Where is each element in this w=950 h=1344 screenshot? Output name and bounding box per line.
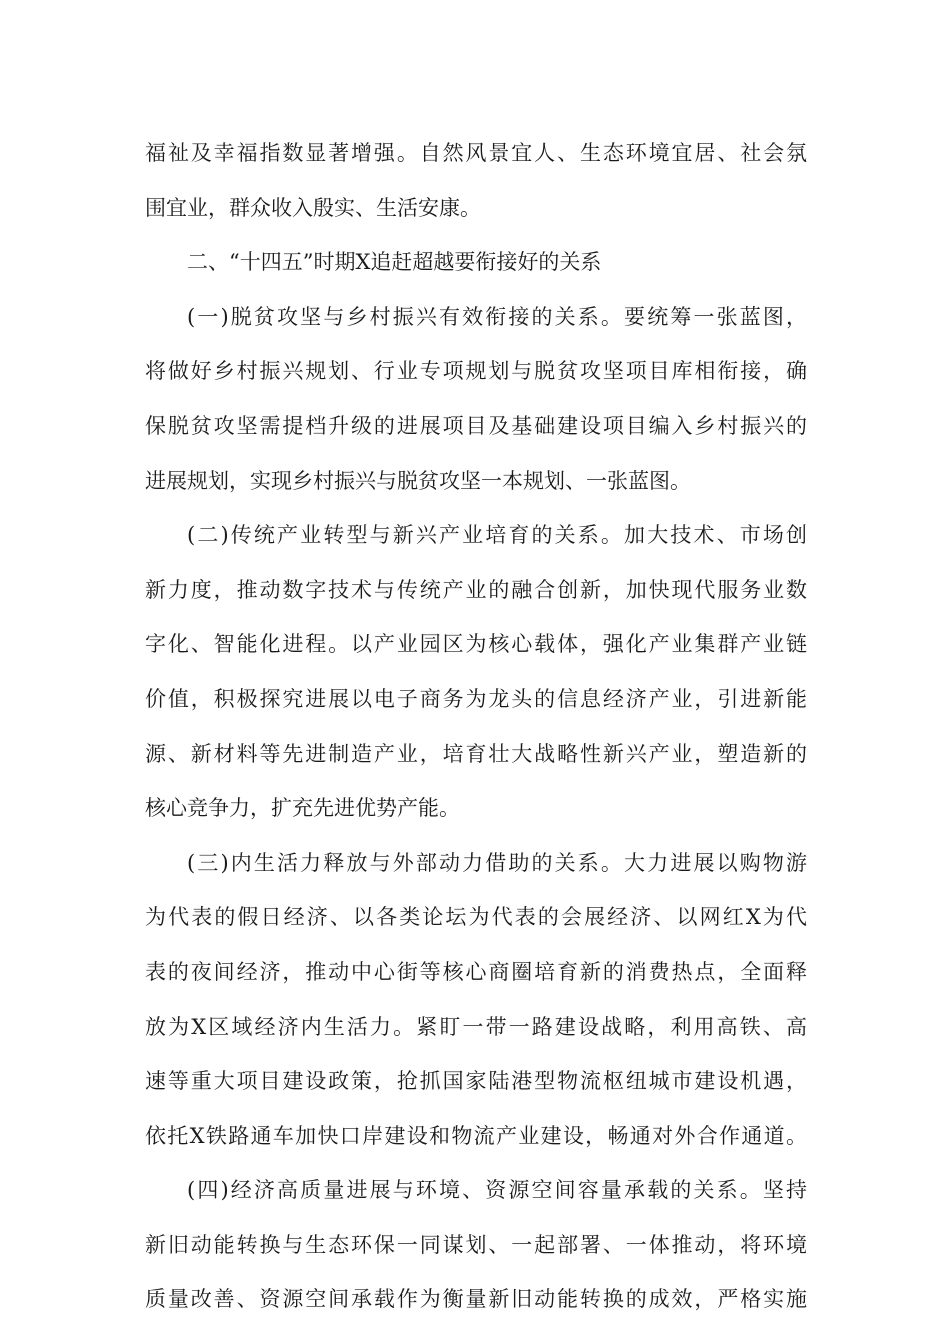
text-line: 福祉及幸福指数显著增强。自然风景宜人、生态环境宜居、社会氛 [145, 141, 807, 165]
text-line: 速等重大项目建设政策，抢抓国家陆港型物流枢纽城市建设机遇， [145, 1069, 807, 1094]
text-line: (三)内生活力释放与外部动力借助的关系。大力进展以购物游 [187, 850, 807, 875]
text-line: 核心竞争力，扩充先进优势产能。 [145, 796, 460, 821]
text-line: (四)经济高质量进展与环境、资源空间容量承载的关系。坚持 [187, 1178, 807, 1203]
text-line: 依托X铁路通车加快口岸建设和物流产业建设，畅通对外合作通道。 [145, 1123, 807, 1148]
text-line: 价值，积极探究进展以电子商务为龙头的信息经济产业，引进新能 [145, 686, 807, 711]
text-line: 为代表的假日经济、以各类论坛为代表的会展经济、以网红X为代 [145, 905, 807, 930]
text-line: (一)脱贫攻坚与乡村振兴有效衔接的关系。要统筹一张蓝图， [187, 304, 807, 329]
text-line: 围宜业，群众收入殷实、生活安康。 [145, 195, 481, 220]
text-line: 表的夜间经济，推动中心街等核心商圈培育新的消费热点，全面释 [145, 959, 807, 984]
text-line: 放为X区域经济内生活力。紧盯一带一路建设战略，利用高铁、高 [145, 1014, 807, 1039]
text-line: 质量改善、资源空间承载作为衡量新旧动能转换的成效，严格实施 [145, 1287, 807, 1312]
text-line: 进展规划，实现乡村振兴与脱贫攻坚一本规划、一张蓝图。 [145, 468, 691, 493]
text-line: 将做好乡村振兴规划、行业专项规划与脱贫攻坚项目库相衔接，确 [145, 359, 807, 384]
body-text [145, 126, 807, 1327]
text-line: 二、“十四五”时期X追赶超越要衔接好的关系 [187, 250, 602, 275]
text-line: 字化、智能化进程。以产业园区为核心载体，强化产业集群产业链 [145, 632, 807, 657]
text-line: (二)传统产业转型与新兴产业培育的关系。加大技术、市场创 [187, 523, 807, 548]
text-line: 新旧动能转换与生态环保一同谋划、一起部署、一体推动，将环境 [145, 1232, 807, 1257]
text-line: 新力度，推动数字技术与传统产业的融合创新，加快现代服务业数 [145, 577, 807, 602]
text-line: 保脱贫攻坚需提档升级的进展项目及基础建设项目编入乡村振兴的 [145, 413, 807, 438]
text-line: 源、新材料等先进制造产业，培育壮大战略性新兴产业，塑造新的 [145, 741, 807, 766]
